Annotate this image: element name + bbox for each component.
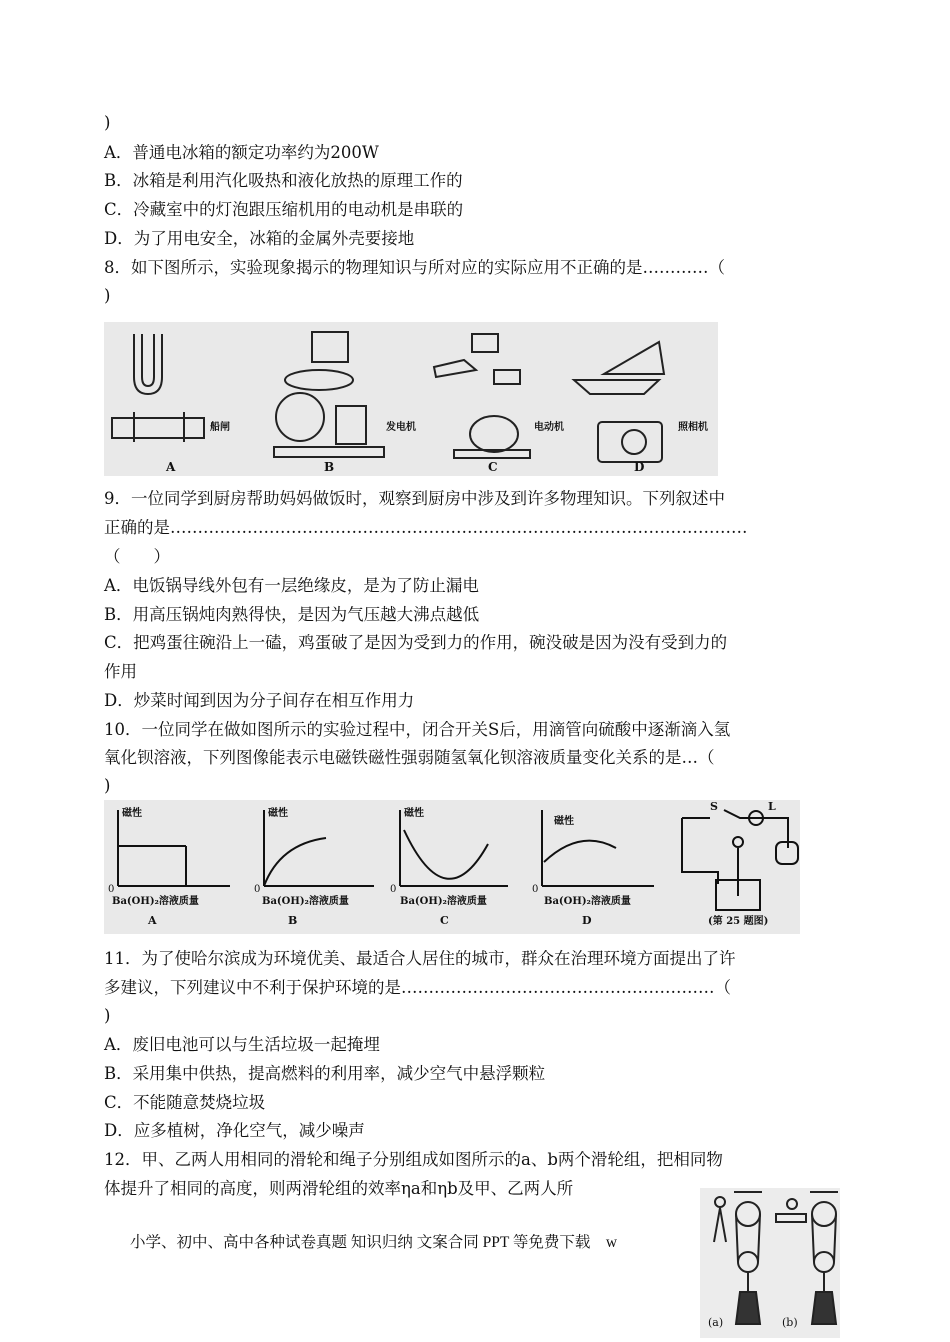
option-d: D．为了用电安全，冰箱的金属外壳要接地 (104, 229, 415, 248)
fig12-label-a: (a) (708, 1316, 724, 1329)
fig10-xlabel-c: Ba(OH)₂溶液质量 (400, 896, 487, 907)
question-10: 10．一位同学在做如图所示的实验过程中，闭合开关S后，用滴管向硫酸中逐渐滴入氢 (104, 720, 731, 739)
question-8: 8．如下图所示，实验现象揭示的物理知识与所对应的实际应用不正确的是…………（ (104, 258, 725, 277)
text-line: 多建议，下列建议中不利于保护环境的是…………………………………………………（ (104, 978, 731, 997)
fig10-xlabel-b: Ba(OH)₂溶液质量 (262, 896, 349, 907)
fig8-caption-b: 发电机 (386, 422, 416, 433)
fig8-label-d: D (634, 460, 645, 474)
fig10-origin-c: 0 (390, 884, 397, 895)
fig8-label-c: C (488, 460, 498, 474)
fig10-label-d: D (582, 914, 592, 927)
fig10-origin-b: 0 (254, 884, 261, 895)
text-line: ) (104, 776, 111, 795)
option-d: D．炒菜时闻到因为分子间存在相互作用力 (104, 691, 415, 710)
fig12-label-b: (b) (782, 1316, 798, 1329)
fig8-caption-c: 电动机 (534, 422, 564, 433)
fig10-ylabel-c: 磁性 (404, 808, 424, 819)
question-11: 11．为了使哈尔滨成为环境优美、最适合人居住的城市，群众在治理环境方面提出了许 (104, 949, 736, 968)
figure-q12 (700, 1188, 840, 1338)
option-b: B．冰箱是利用汽化吸热和液化放热的原理工作的 (104, 171, 463, 190)
fig8-label-b: B (324, 460, 335, 474)
fig10-ylabel-a: 磁性 (122, 808, 142, 819)
circuit-switch-label: S (710, 800, 718, 813)
text-line: 作用 (104, 662, 137, 681)
option-a: A．普通电冰箱的额定功率约为200W (104, 143, 379, 162)
fig8-label-a: A (166, 460, 176, 474)
figure-q8 (104, 322, 718, 476)
text-line: 正确的是…………………………………………………………………………………………… (104, 518, 748, 537)
fig10-xlabel-d: Ba(OH)₂溶液质量 (544, 896, 631, 907)
option-d: D．应多植树，净化空气，减少噪声 (104, 1121, 365, 1140)
fig10-origin-d: 0 (532, 884, 539, 895)
circuit-caption: (第 25 题图) (708, 916, 769, 927)
option-a: A．电饭锅导线外包有一层绝缘皮，是为了防止漏电 (104, 576, 479, 595)
fig10-origin-a: 0 (108, 884, 115, 895)
figure-q10-graphs (104, 800, 800, 934)
fig10-label-b: B (288, 914, 298, 927)
figure-q10 (104, 800, 800, 934)
fig10-ylabel-d: 磁性 (554, 816, 574, 827)
option-a: A．废旧电池可以与生活垃圾一起掩埋 (104, 1035, 380, 1054)
option-c: C．把鸡蛋往碗沿上一磕，鸡蛋破了是因为受到力的作用，碗没破是因为没有受到力的 (104, 633, 728, 652)
fig10-ylabel-b: 磁性 (268, 808, 288, 819)
option-b: B．用高压锅炖肉熟得快，是因为气压越大沸点越低 (104, 605, 480, 624)
option-b: B．采用集中供热，提高燃料的利用率，减少空气中悬浮颗粒 (104, 1064, 546, 1083)
fig10-xlabel-a: Ba(OH)₂溶液质量 (112, 896, 199, 907)
text-line: 体提升了相同的高度，则两滑轮组的效率ηa和ηb及甲、乙两人所 (104, 1179, 574, 1198)
footer-banner: 小学、初中、高中各种试卷真题 知识归纳 文案合同 PPT 等免费下载 w (130, 1234, 618, 1251)
text-line: （ ） (104, 547, 170, 566)
text-line: 氧化钡溶液，下列图像能表示电磁铁磁性强弱随氢氧化钡溶液质量变化关系的是…（ (104, 748, 715, 767)
text-line: ) (104, 286, 111, 305)
option-c: C．冷藏室中的灯泡跟压缩机用的电动机是串联的 (104, 200, 464, 219)
text-line: ) (104, 1006, 111, 1025)
option-c: C．不能随意焚烧垃圾 (104, 1093, 266, 1112)
figure-q8-drawing (104, 322, 718, 476)
fig10-label-a: A (148, 914, 157, 927)
text-line: ) (104, 113, 111, 132)
fig10-label-c: C (440, 914, 449, 927)
fig8-caption-a: 船闸 (210, 422, 230, 433)
question-12: 12．甲、乙两人用相同的滑轮和绳子分别组成如图所示的a、b两个滑轮组，把相同物 (104, 1150, 723, 1169)
circuit-lamp-label: L (768, 800, 776, 813)
question-9: 9．一位同学到厨房帮助妈妈做饭时，观察到厨房中涉及到许多物理知识。下列叙述中 (104, 489, 725, 508)
fig8-caption-d: 照相机 (678, 422, 708, 433)
